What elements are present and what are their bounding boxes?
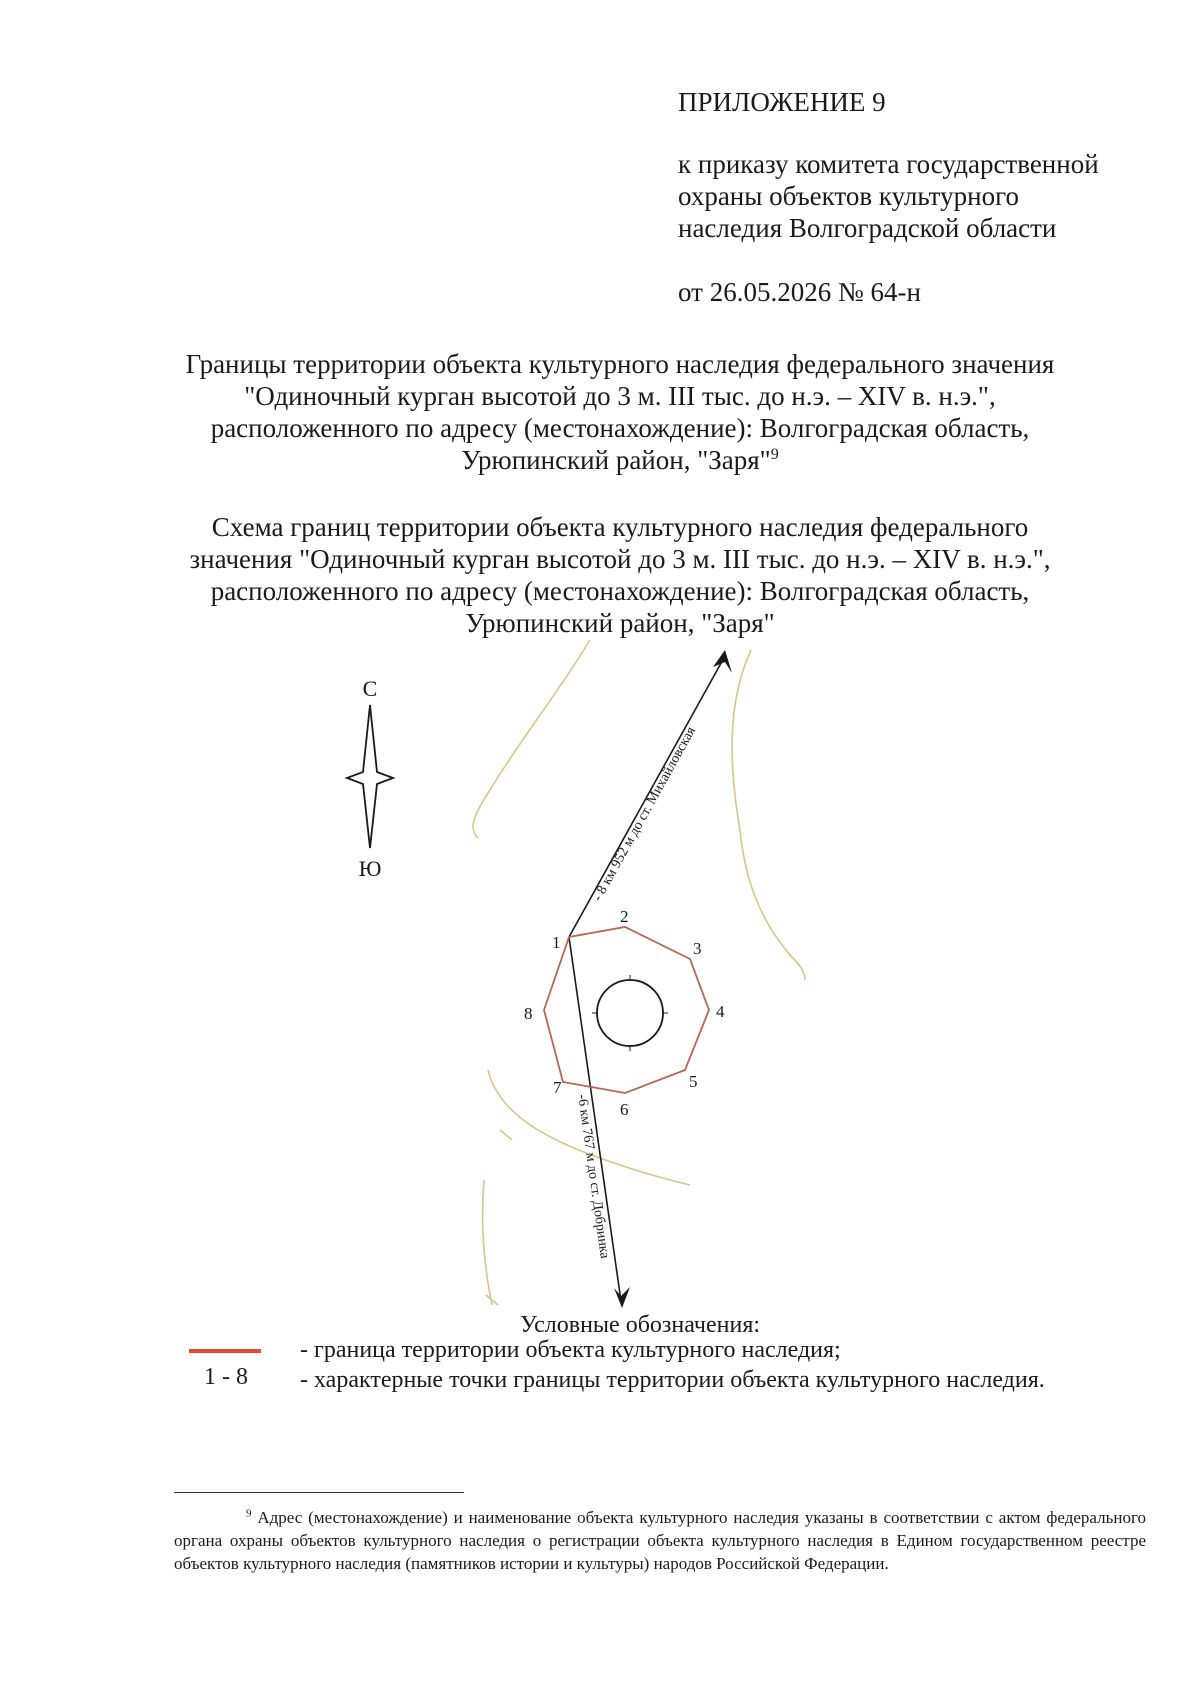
scheme-title-line: Схема границ территории объекта культурного наследия федерального (211, 512, 1029, 542)
legend-boundary-line-icon (189, 1349, 261, 1353)
north-route-label: - 8 км 952 м до ст. Михайловская (590, 724, 700, 904)
boundary-point-label: 4 (716, 1002, 725, 1021)
legend-item-points: - характерные точки границы территории объекта культурного наследия. (300, 1367, 1045, 1393)
appendix-block (678, 86, 1099, 308)
order-line: наследия Волгоградской области (678, 213, 1057, 243)
terrain-contours (473, 640, 805, 1305)
order-line: охраны объектов культурного (678, 181, 1019, 211)
title-line-text: Урюпинский район, "Заря" (461, 445, 771, 475)
scheme-title-line: Урюпинский район, "Заря" (465, 608, 775, 638)
contour-line (500, 1130, 512, 1140)
legend-heading: Условные обозначения: (520, 1312, 761, 1338)
order-reference (678, 148, 1099, 244)
footnote (174, 1506, 1146, 1575)
contour-line (732, 650, 805, 980)
south-route-label: -6 км 767 м до ст. Добринка (574, 1093, 612, 1260)
contour-line (473, 640, 590, 838)
boundary-point-label: 1 (552, 933, 561, 952)
route-arrow-north (569, 650, 732, 937)
barrow-mound (592, 975, 668, 1051)
document-title (150, 348, 1090, 476)
boundary-point-label: 2 (620, 907, 629, 926)
legend-item-boundary: - граница территории объекта культурного наследия; (300, 1337, 841, 1363)
boundary-point-label: 5 (689, 1072, 698, 1091)
boundary-point-label: 3 (693, 939, 702, 958)
legend-range-label: 1 - 8 (204, 1364, 248, 1390)
compass-south-label: Ю (358, 856, 382, 881)
boundary-scheme-map (0, 600, 1200, 1320)
title-line: расположенного по адресу (местонахождение): Волгоградская область, (210, 413, 1030, 443)
order-date: от 26.05.2026 № 64-н (678, 277, 921, 307)
boundary-point-label: 6 (620, 1100, 629, 1119)
footnote-reference[interactable]: 9 (770, 446, 779, 463)
scheme-title-line: расположенного по адресу (местонахождение): Волгоградская область, (210, 576, 1030, 606)
title-line: Границы территории объекта культурного наследия федерального значения (185, 349, 1055, 379)
boundary-point-labels (524, 907, 725, 1119)
boundary-octagon (544, 927, 709, 1093)
compass-rose-icon (347, 676, 393, 881)
appendix-title: ПРИЛОЖЕНИЕ 9 (678, 87, 886, 117)
boundary-point-label: 7 (553, 1078, 562, 1097)
footnote-text: Адрес (местонахождение) и наименование объекта культурного наследия указаны в соответствии с актом федерального органа охраны объектов культурного наследия о регистрации объекта культурного наследия в Едином государственном реестре объектов культурного наследия (памятников истории и культуры) народов Российской Федерации. (174, 1508, 1146, 1573)
compass-north-label: С (362, 676, 378, 701)
scheme-title-line: значения "Одиночный курган высотой до 3 м. III тыс. до н.э. – XIV в. н.э.", (189, 544, 1051, 574)
route-arrow-south (569, 937, 630, 1308)
title-line (150, 444, 1090, 476)
title-line: "Одиночный курган высотой до 3 м. III тыс. до н.э. – XIV в. н.э.", (244, 381, 996, 411)
boundary-point-label: 8 (524, 1004, 533, 1023)
footnote-divider (174, 1492, 464, 1493)
order-line: к приказу комитета государственной (678, 149, 1099, 179)
footnote-mark: 9 (246, 1507, 252, 1520)
contour-line (483, 1180, 492, 1305)
